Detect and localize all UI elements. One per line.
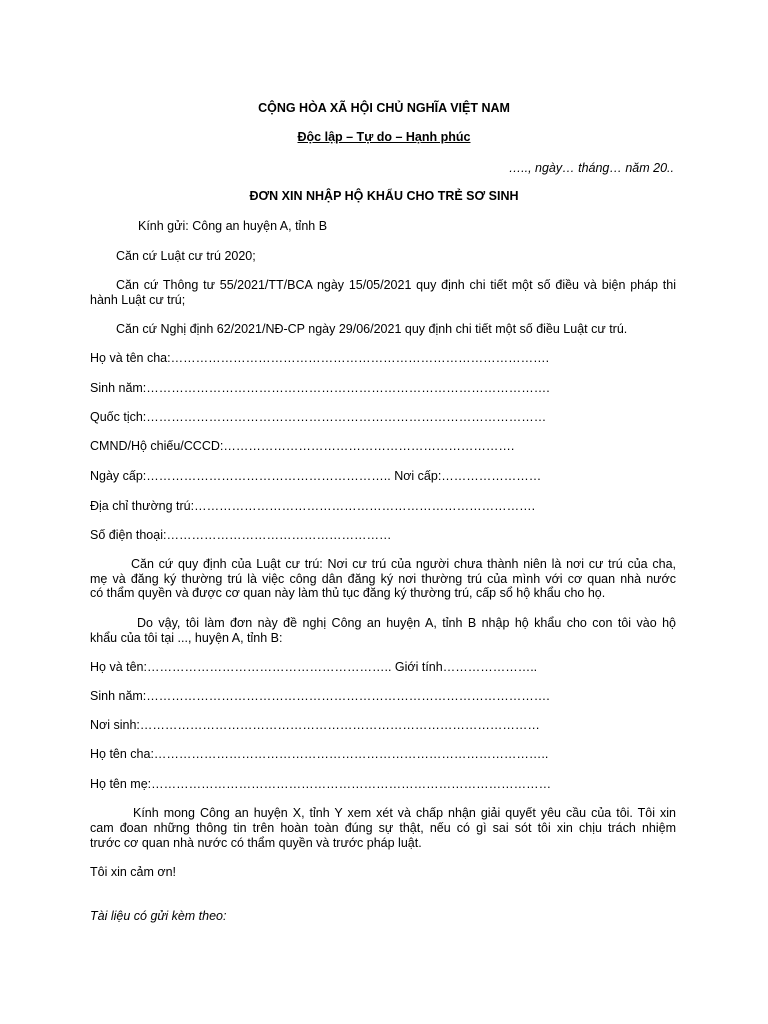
legal-basis-2-line2: hành Luật cư trú; [90,293,186,307]
father-id-field: CMND/Hộ chiếu/CCCD:……………………………………………………………. [90,439,515,453]
legal-basis-3: Căn cứ Nghị định 62/2021/NĐ-CP ngày 29/06/2021 quy định chi tiết một số điều Luật cư trú. [116,322,628,336]
father-nationality-field: Quốc tịch:…………………………………………………………………………………… [90,410,547,424]
date-line: ….., ngày… tháng… năm 20.. [508,161,674,175]
legal-basis-2-line1: Căn cứ Thông tư 55/2021/TT/BCA ngày 15/05/2021 quy định chi tiết một số điều và biện pháp thi [116,278,676,292]
paragraph-1-line3: có thẩm quyền và được cơ quan này làm thủ tục đăng ký thường trú, cấp sổ hộ khẩu cho họ. [90,586,606,600]
child-father-name-field: Họ tên cha:………………………………………………………………………………….. [90,747,549,761]
child-birthplace-field: Nơi sinh:…………………………………………………………………………………… [90,718,540,732]
closing-line2: cam đoan những thông tin trên hoàn toàn đúng sự thật, nếu có gì sai sót tôi xin chịu trách nhiệm [90,821,676,835]
motto: Độc lập – Tự do – Hạnh phúc [297,130,471,144]
closing-line3: trước cơ quan nhà nước có thẩm quyền và trước pháp luật. [90,836,422,850]
paragraph-2-line2: khẩu của tôi tại ..., huyện A, tỉnh B: [90,631,283,645]
father-issue-date-field: Ngày cấp:………………………………………………….. Nơi cấp:…………………… [90,469,542,483]
child-mother-name-field: Họ tên mẹ:…………………………………………………………………………………… [90,777,552,791]
father-birth-year-field: Sinh năm:……………………………………………………………………………………. [90,381,550,395]
national-title: CỘNG HÒA XÃ HỘI CHỦ NGHĨA VIỆT NAM [258,101,510,115]
father-address-field: Địa chỉ thường trú:………………………………………………………………………. [90,499,536,513]
child-name-gender-field: Họ và tên:………………………………………………….. Giới tính………………….. [90,660,538,674]
father-phone-field: Số điện thoại:……………………………………………… [90,528,392,542]
paragraph-1-line2: mẹ và đăng ký thường trú là việc công dân đăng ký nơi thường trú của mình với cơ quan nhà nước [90,572,676,586]
thanks-line: Tôi xin cảm ơn! [90,865,176,879]
attachments-label: Tài liệu có gửi kèm theo: [90,909,227,923]
recipient: Kính gửi: Công an huyện A, tỉnh B [138,219,328,233]
father-name-field: Họ và tên cha:………………………………………………………………………………. [90,351,550,365]
paragraph-1-line1: Căn cứ quy định của Luật cư trú: Nơi cư trú của người chưa thành niên là nơi cư trú của cha, [131,557,676,571]
child-birth-year-field: Sinh năm:……………………………………………………………………………………. [90,689,550,703]
paragraph-2-line1: Do vậy, tôi làm đơn này đề nghị Công an huyện A, tỉnh B nhập hộ khẩu cho con tôi vào hộ [137,616,676,630]
document-title: ĐƠN XIN NHẬP HỘ KHẨU CHO TRẺ SƠ SINH [249,189,519,203]
closing-line1: Kính mong Công an huyện X, tỉnh Y xem xét và chấp nhận giải quyết yêu cầu của tôi. Tôi xin [133,806,676,820]
legal-basis-1: Căn cứ Luật cư trú 2020; [116,249,256,263]
